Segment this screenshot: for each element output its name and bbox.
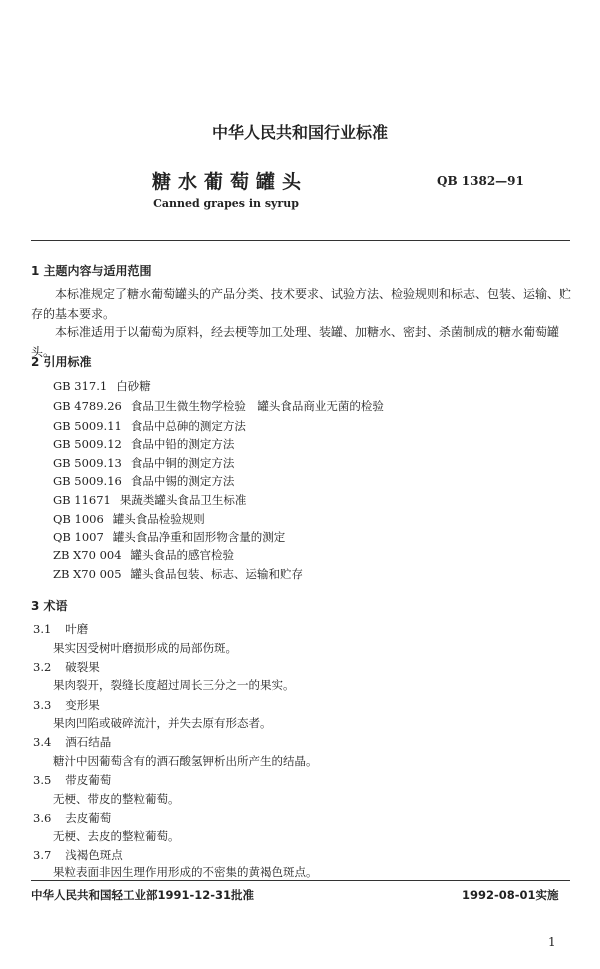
reference-code: QB 1006 bbox=[53, 512, 104, 526]
term-entry bbox=[33, 847, 137, 863]
term-definition: 无梗、去皮的整粒葡萄。 bbox=[53, 829, 180, 843]
term-name: 破裂果 bbox=[65, 660, 100, 674]
term-definition: 果粒表面非因生理作用形成的不密集的黄褐色斑点。 bbox=[53, 865, 318, 879]
standard-title: 糖水葡萄罐头 bbox=[151, 171, 308, 193]
reference-title: 罐头食品包装、标志、运输和贮存 bbox=[130, 567, 304, 581]
reference-code: ZB X70 005 bbox=[53, 567, 122, 581]
english-title: Canned grapes in syrup bbox=[153, 197, 299, 210]
term-number: 3.3 bbox=[33, 698, 52, 712]
section-1-heading: 1 主题内容与适用范围 bbox=[31, 264, 152, 278]
reference-item bbox=[53, 398, 393, 414]
reference-item bbox=[53, 566, 312, 582]
reference-title: 食品中锡的测定方法 bbox=[130, 474, 235, 488]
section-3-heading: 3 术语 bbox=[31, 599, 68, 613]
term-number: 3.5 bbox=[33, 773, 52, 787]
page-number: 1 bbox=[548, 935, 556, 949]
reference-item bbox=[53, 492, 255, 508]
reference-code: GB 11671 bbox=[53, 493, 111, 507]
footer-divider bbox=[31, 880, 570, 881]
reference-item bbox=[53, 436, 243, 452]
term-entry bbox=[33, 810, 125, 826]
term-entry bbox=[33, 734, 125, 750]
approval-statement: 中华人民共和国轻工业部1991-12-31批准 bbox=[31, 888, 255, 902]
reference-code: GB 4789.26 bbox=[53, 399, 122, 413]
reference-item bbox=[53, 378, 160, 394]
header-divider bbox=[31, 240, 570, 241]
reference-title: 罐头食品净重和固形物含量的测定 bbox=[112, 530, 286, 544]
section-1-paragraph-1: 本标准规定了糖水葡萄罐头的产品分类、技术要求、试验方法、检验规则和标志、包装、运输、贮存的基本要求。 bbox=[31, 287, 572, 321]
reference-title: 罐头食品的感官检验 bbox=[130, 548, 235, 562]
term-entry bbox=[33, 772, 125, 788]
reference-title: 果蔬类罐头食品卫生标准 bbox=[119, 493, 247, 507]
term-definition: 糖汁中因葡萄含有的酒石酸氢钾析出所产生的结晶。 bbox=[53, 754, 318, 768]
reference-item bbox=[53, 511, 214, 527]
term-definition: 无梗、带皮的整粒葡萄。 bbox=[53, 792, 180, 806]
reference-title: 食品中总砷的测定方法 bbox=[130, 419, 246, 433]
reference-code: GB 5009.16 bbox=[53, 474, 122, 488]
term-definition: 果实因受树叶磨损形成的局部伤斑。 bbox=[53, 641, 237, 655]
term-name: 去皮葡萄 bbox=[65, 811, 112, 825]
term-number: 3.6 bbox=[33, 811, 52, 825]
reference-title: 食品中铅的测定方法 bbox=[130, 437, 235, 451]
term-name: 叶磨 bbox=[65, 622, 89, 636]
reference-code: ZB X70 004 bbox=[53, 548, 122, 562]
term-definition: 果肉凹陷或破碎流汁，并失去原有形态者。 bbox=[53, 716, 272, 730]
implementation-date: 1992-08-01实施 bbox=[462, 888, 559, 902]
reference-title: 食品中铜的测定方法 bbox=[130, 456, 235, 470]
reference-code: QB 1007 bbox=[53, 530, 104, 544]
reference-title: 罐头食品检验规则 bbox=[112, 512, 205, 526]
term-name: 带皮葡萄 bbox=[65, 773, 112, 787]
reference-code: GB 5009.11 bbox=[53, 419, 122, 433]
term-definition: 果肉裂开，裂缝长度超过周长三分之一的果实。 bbox=[53, 678, 295, 692]
standard-number: QB 1382—91 bbox=[437, 174, 524, 188]
term-entry bbox=[33, 697, 114, 713]
reference-item bbox=[53, 547, 243, 563]
term-name: 变形果 bbox=[65, 698, 100, 712]
section-1-paragraph-2: 本标准适用于以葡萄为原料，经去梗等加工处理、装罐、加糖水、密封、杀菌制成的糖水葡萄罐头。 bbox=[31, 325, 560, 359]
term-entry bbox=[33, 621, 102, 637]
term-number: 3.1 bbox=[33, 622, 52, 636]
reference-title: 食品卫生微生物学检验 罐头食品商业无菌的检验 bbox=[130, 399, 384, 413]
section-2-heading: 2 引用标准 bbox=[31, 355, 92, 369]
term-name: 浅褐色斑点 bbox=[65, 848, 123, 862]
reference-item bbox=[53, 529, 294, 545]
organization-title: 中华人民共和国行业标准 bbox=[211, 123, 388, 142]
reference-code: GB 317.1 bbox=[53, 379, 108, 393]
term-number: 3.7 bbox=[33, 848, 52, 862]
reference-code: GB 5009.12 bbox=[53, 437, 122, 451]
term-name: 酒石结晶 bbox=[65, 735, 112, 749]
reference-code: GB 5009.13 bbox=[53, 456, 122, 470]
reference-item bbox=[53, 418, 255, 434]
reference-item bbox=[53, 473, 243, 489]
reference-title: 白砂糖 bbox=[116, 379, 151, 393]
term-entry bbox=[33, 659, 114, 675]
reference-item bbox=[53, 455, 243, 471]
term-number: 3.2 bbox=[33, 660, 52, 674]
term-number: 3.4 bbox=[33, 735, 52, 749]
